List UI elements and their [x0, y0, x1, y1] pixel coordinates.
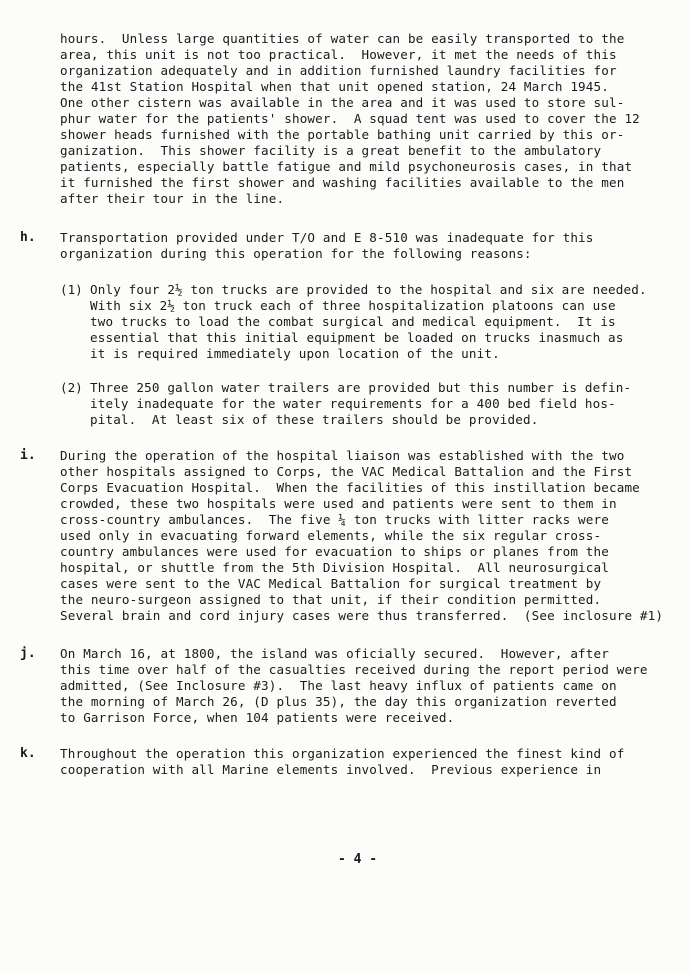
paragraph-i-line: Several brain and cord injury cases were thus transferred. (See inclosure #1) — [60, 608, 664, 623]
paragraph-i-line: country ambulances were used for evacuation to ships or planes from the — [60, 544, 609, 559]
paragraph-k-line: Throughout the operation this organization experienced the finest kind of — [60, 746, 625, 761]
page-number: - 4 - — [338, 852, 378, 867]
paragraph-g-line: One other cistern was available in the area and it was used to store sul- — [60, 95, 625, 110]
subitem-2-line: Three 250 gallon water trailers are provided but this number is defin- — [90, 380, 632, 395]
subitem-1-line: With six 2½ ton truck each of three hospitalization platoons can use — [90, 298, 616, 313]
paragraph-g-line: patients, especially battle fatigue and mild psychoneurosis cases, in that — [60, 159, 633, 174]
subitem-1-label: (1) — [60, 282, 83, 297]
paragraph-i-line: the neuro-surgeon assigned to that unit, if their condition permitted. — [60, 592, 602, 607]
paragraph-g-line: the 41st Station Hospital when that unit opened station, 24 March 1945. — [60, 79, 609, 94]
paragraph-i-line: cases were sent to the VAC Medical Battalion for surgical treatment by — [60, 576, 602, 591]
paragraph-g-line: hours. Unless large quantities of water can be easily transported to the — [60, 31, 625, 46]
paragraph-g-line: it furnished the first shower and washing facilities available to the men — [60, 175, 625, 190]
subitem-1-line: essential that this initial equipment be loaded on trucks inasmuch as — [90, 330, 624, 345]
paragraph-i-line: hospital, or shuttle from the 5th Division Hospital. All neurosurgical — [60, 560, 609, 575]
paragraph-g-line: organization adequately and in addition furnished laundry facilities for — [60, 63, 617, 78]
paragraph-g-line: phur water for the patients' shower. A squad tent was used to cover the 12 — [60, 111, 640, 126]
paragraph-i-line: cross-country ambulances. The five ¼ ton trucks with litter racks were — [60, 512, 609, 527]
paragraph-i-line: used only in evacuating forward elements, while the six regular cross- — [60, 528, 602, 543]
paragraph-i-label: i. — [20, 448, 36, 463]
subitem-2-line: pital. At least six of these trailers should be provided. — [90, 412, 539, 427]
paragraph-h-line: organization during this operation for the following reasons: — [60, 246, 532, 261]
subitem-2-label: (2) — [60, 380, 83, 395]
paragraph-i-line: Corps Evacuation Hospital. When the facilities of this instillation became — [60, 480, 640, 495]
paragraph-j-line: On March 16, at 1800, the island was oficially secured. However, after — [60, 646, 609, 661]
paragraph-i-line: crowded, these two hospitals were used and patients were sent to them in — [60, 496, 617, 511]
paragraph-g-line: after their tour in the line. — [60, 191, 285, 206]
paragraph-j-line: admitted, (See Inclosure #3). The last heavy influx of patients came on — [60, 678, 617, 693]
paragraph-g-line: shower heads furnished with the portable bathing unit carried by this or- — [60, 127, 625, 142]
paragraph-j-line: the morning of March 26, (D plus 35), the day this organization reverted — [60, 694, 617, 709]
subitem-1-line: Only four 2½ ton trucks are provided to the hospital and six are needed. — [90, 282, 647, 297]
paragraph-g-line: ganization. This shower facility is a great benefit to the ambulatory — [60, 143, 602, 158]
subitem-2-line: itely inadequate for the water requirements for a 400 bed field hos- — [90, 396, 616, 411]
paragraph-j-line: this time over half of the casualties received during the report period were — [60, 662, 648, 677]
subitem-1-line: it is required immediately upon location of the unit. — [90, 346, 500, 361]
subitem-1-line: two trucks to load the combat surgical and medical equipment. It is — [90, 314, 616, 329]
paragraph-i-line: other hospitals assigned to Corps, the VAC Medical Battalion and the First — [60, 464, 633, 479]
paragraph-k-line: cooperation with all Marine elements involved. Previous experience in — [60, 762, 602, 777]
paragraph-j-line: to Garrison Force, when 104 patients were received. — [60, 710, 455, 725]
paragraph-j-label: j. — [20, 646, 36, 661]
paragraph-h-line: Transportation provided under T/O and E 8-510 was inadequate for this — [60, 230, 594, 245]
paragraph-k-label: k. — [20, 746, 36, 761]
paragraph-g-line: area, this unit is not too practical. However, it met the needs of this — [60, 47, 617, 62]
paragraph-i-line: During the operation of the hospital liaison was established with the two — [60, 448, 625, 463]
paragraph-h-label: h. — [20, 230, 36, 245]
